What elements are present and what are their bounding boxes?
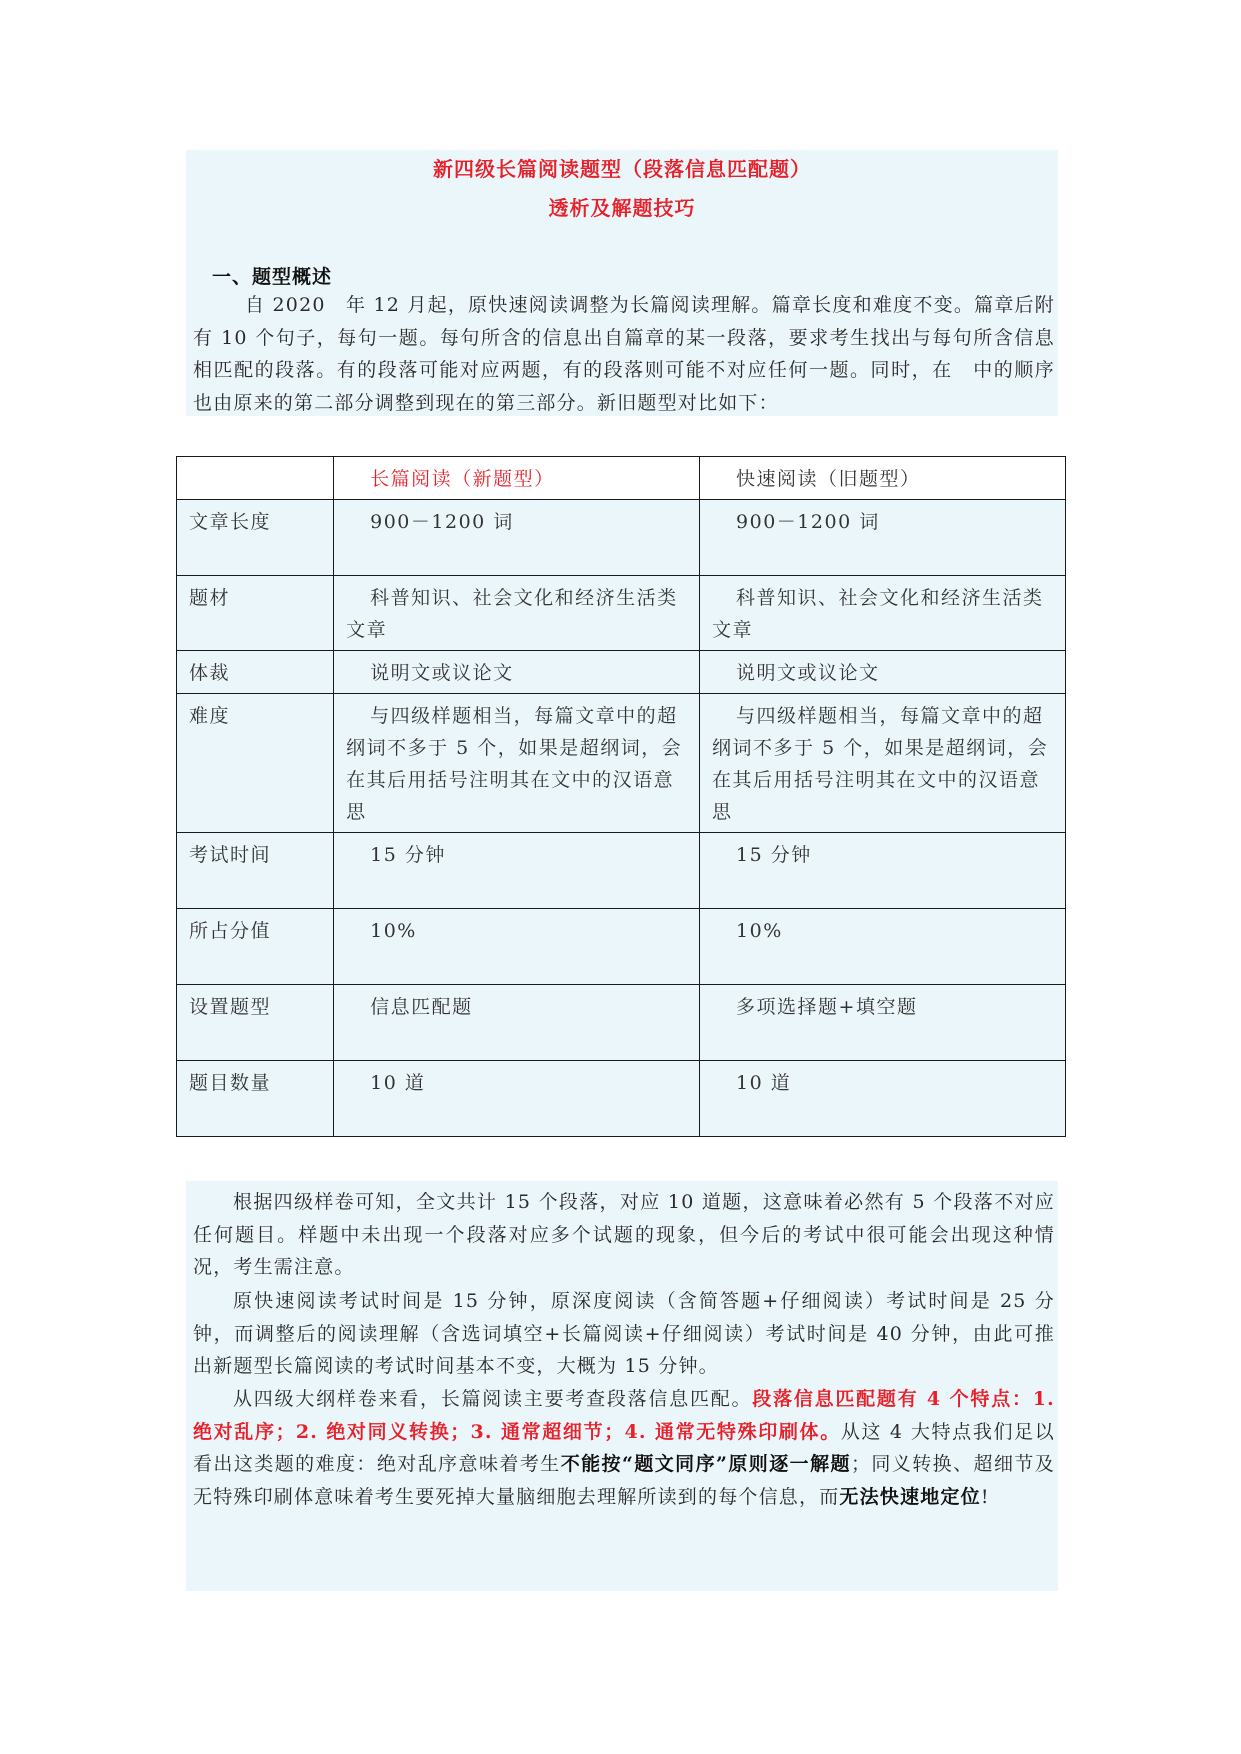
row-old-text: 与四级样题相当，每篇文章中的超纲词不多于 5 个，如果是超纲词，会在其后用括号注明其在文中的汉语意思 [712,705,1049,823]
row-new-text: 信息匹配题 [370,996,473,1018]
row-new-text: 900－1200 词 [370,511,514,533]
row-new-text: 15 分钟 [370,844,446,866]
row-new-value [334,500,700,576]
row-old-value [700,576,1066,651]
comparison-table [176,456,1066,1137]
row-old-text: 15 分钟 [736,844,812,866]
row-new-value [334,651,700,694]
row-new-text: 说明文或议论文 [370,662,514,684]
row-old-text: 科普知识、社会文化和经济生活类文章 [712,587,1044,641]
header-new-type-text: 长篇阅读（新题型） [370,468,555,490]
row-old-text: 多项选择题+填空题 [736,996,918,1018]
row-new-text: 10 道 [370,1072,426,1094]
para3-features-highlight: 段落信息匹配题有 4 个特点：1. 绝对乱序；2. 绝对同义转换；3. 通常超细节；4. 通常无特殊印刷体。 [193,1388,1055,1443]
para3-lead: 从四级大纲样卷来看，长篇阅读主要考查段落信息匹配。 [233,1388,753,1410]
row-old-value [700,1061,1066,1137]
row-old-value [700,909,1066,985]
row-label: 文章长度 [177,500,334,576]
table-row [177,909,1066,985]
header-old-type-text: 快速阅读（旧题型） [736,468,921,490]
para3-emphasis-2: 无法快速地定位 [839,1485,981,1508]
header-blank-cell [177,457,334,500]
row-old-value [700,500,1066,576]
intro-paragraph: 自 2020 年 12 月起，原快速阅读调整为长篇阅读理解。篇章长度和难度不变。篇章后附有 10 个句子，每句一题。每句所含的信息出自篇章的某一段落，要求考生找出与每句所含信息相匹配的段落。有的段落可能对应两题，有的段落则可能不对应任何一题。同时，在 中的顺序也由原来的第二部分调整到现在的第三部分。新旧题型对比如下： [193,294,1055,414]
row-old-value [700,651,1066,694]
row-new-text: 科普知识、社会文化和经济生活类文章 [346,587,678,641]
row-old-text: 说明文或议论文 [736,662,880,684]
row-old-text: 10% [736,920,783,942]
row-old-value [700,985,1066,1061]
table-row [177,651,1066,694]
row-new-text: 10% [370,920,417,942]
row-label: 考试时间 [177,833,334,909]
table-row [177,576,1066,651]
row-label: 题材 [177,576,334,651]
row-new-value [334,576,700,651]
row-label: 所占分值 [177,909,334,985]
document-title: 新四级长篇阅读题型（段落信息匹配题） [433,157,811,181]
body-paragraph-3 [193,1383,1055,1513]
row-new-value [334,833,700,909]
row-old-value [700,833,1066,909]
row-new-text: 与四级样题相当，每篇文章中的超纲词不多于 5 个，如果是超纲词，会在其后用括号注明其在文中的汉语意思 [346,705,683,823]
row-old-value [700,694,1066,833]
row-new-value [334,1061,700,1137]
row-label: 设置题型 [177,985,334,1061]
para3-text-2: ；同义转换、超细节及无特殊印刷体意味着考生要死掉大量脑细胞去理解所读到的每个信息，而 [193,1453,1055,1508]
para3-text: 从这 4 大特点我们足以看出这类题的难度：绝对乱序意味着考生 [193,1420,1055,1475]
body-paragraph-2: 原快速阅读考试时间是 15 分钟，原深度阅读（含简答题+仔细阅读）考试时间是 25 分钟，而调整后的阅读理解（含选词填空+长篇阅读+仔细阅读）考试时间是 40 分钟，由此可推出新题型长篇阅读的考试时间基本不变，大概为 15 分钟。 [193,1290,1055,1377]
table-row [177,985,1066,1061]
document-subtitle: 透析及解题技巧 [548,196,696,220]
header-old-type [700,457,1066,500]
row-new-value [334,909,700,985]
row-new-value [334,985,700,1061]
para3-emphasis-1: 不能按“题文同序”原则逐一解题 [560,1453,851,1475]
row-old-text: 900－1200 词 [736,511,880,533]
para3-ending: ! [980,1485,990,1508]
row-label: 体裁 [177,651,334,694]
row-label: 题目数量 [177,1061,334,1137]
row-label: 难度 [177,694,334,833]
row-new-value [334,694,700,833]
section-heading: 一、题型概述 [212,266,333,288]
table-row [177,833,1066,909]
header-new-type [334,457,700,500]
row-old-text: 10 道 [736,1072,792,1094]
table-row [177,694,1066,833]
table-row [177,500,1066,576]
table-row [177,1061,1066,1137]
table-header-row [177,457,1066,500]
body-paragraph-1: 根据四级样卷可知，全文共计 15 个段落，对应 10 道题，这意味着必然有 5 个段落不对应任何题目。样题中未出现一个段落对应多个试题的现象，但今后的考试中很可能会出现这种情况，考生需注意。 [193,1191,1055,1278]
